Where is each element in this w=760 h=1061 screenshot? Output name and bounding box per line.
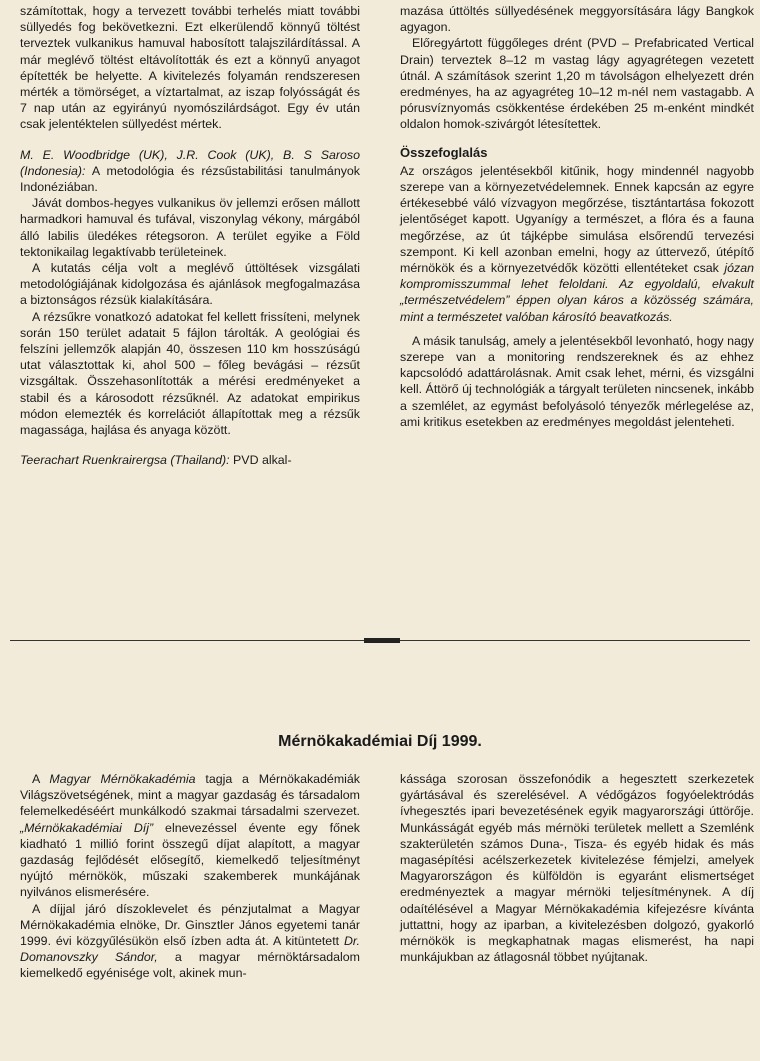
emphasized-text: józan kompromisszummal lehet feloldani. Az egyoldalú, elvakult „természetvédelem” éppen olyan káros a közösség számára, mint a természetet valóban károsító beavatkozás.: [400, 261, 754, 324]
paragraph: A másik tanulság, amely a jelentésekből levonható, hogy nagy szerepe van a monitoring rendszereknek és az ehhez kapcsolódó adattárolásnak. Amit csak lehet, mérni, és vizsgálni kell. Áttörő új technológiák a tárgyalt területen nincsenek, inkább a szemlélet, az egymást befolyásoló tényezők mérlegelése az, ami kritikus esetekben az eredményes megoldást jelenteheti.: [400, 333, 754, 429]
author-names: M. E. Woodbridge (UK), J.R. Cook (UK), B. S Saroso (Indonesia):: [20, 147, 360, 178]
paragraph: [20, 147, 360, 196]
paragraph: [20, 771, 360, 901]
divider-mark: [364, 638, 400, 643]
paragraph: mazása úttöltés süllyedésének meggyorsítására lágy Bangkok agyagon.: [400, 4, 754, 35]
paragraph: kássága szorosan összefonódik a hegesztett szerkezetek gyártásával és szerelésével. A védőgázos fogyóelektródás ívhegesztés ipari bevezetésének egyik magyarországi úttörője. Munkásságát egyéb más mérnöki területek mellett a Szemlénk szakterületén számos Duna-, Tisza- és egyéb hidak és más magasépítési acélszerkezetek kivitelezése fémjelzi, amelyek Magyarországon és külföldön is egyaránt elismertséget eredményeztek a magyar mérnöki teljesítménynek. A díj odaítélésével a Magyar Mérnökakadémia kifejezésre kívánta juttattni, hogy az iparban, a kivitelezésben dolgozó, gyakorló mérnökök is megkaphatnak magas elismerést, ha napi munkájukban az átlagosnál többet nyújtanak.: [400, 772, 754, 965]
article-right-column: [400, 771, 754, 965]
paragraph: A rézsűkre vonatkozó adatokat fel kellett frissíteni, melynek során 150 terület adatait 5 fájlon tárolták. A geológiai és felszíni jellemzők alapján 40, összesen 110 km hosszúságú utat választottak ki, ahol 500 – főleg bevágási – rézsűt vizsgáltak. Összehasonlították a mérési eredményeket a stabil és a károsodott rézsűknél. Az adatokat empirikus módon elemezték és korrelációt állapítottak meg a rézsűk magassága, hajlása és anyaga között.: [20, 309, 360, 438]
top-left-column: [20, 3, 360, 468]
top-right-column: [400, 3, 754, 430]
author-names: Teerachart Ruenkrairergsa (Thailand):: [20, 453, 230, 468]
paragraph: Jávát dombos-hegyes vulkanikus öv jellemzi erősen mállott harmadkori hamuval és tufával, viszonylag vékony, márgából álló labilis üledékes rétegsoron. A terület egyike a Föld tektonikailag legaktívabb területeinek.: [20, 196, 360, 259]
paragraph: számítottak, hogy a tervezett további terhelés miatt további süllyedés fog bekövetkezni. Ezt elkerülendő könnyű töltést terveztek vulkanikus hamuval habosított talajszilárdítással. A már meglévő töltést eltávolították és ezt a könnyű anyagot építették be helyette. A kivitelezés folyamán rendszeresen mérték a tömörséget, a víztartalmat, az iszap folyósságát és 7 nap után az egyirányú nyomószilárdságot. Egy év után csak jelentéktelen süllyedést mértek.: [20, 4, 360, 132]
paragraph: [20, 452, 360, 468]
org-name: Magyar Mérnökakadémia: [49, 772, 196, 786]
text-run: A: [32, 772, 50, 786]
paper-title: A metodológia és rézsűstabilitási tanulmányok Indonéziában.: [20, 163, 360, 195]
section-heading: Összefoglalás: [400, 144, 488, 160]
paragraph-text: Az országos jelentésekből kitűnik, hogy mindennél nagyobb szerepe van a környezetvédelemnek. Ennek kapcsán az egyre értékesebbé váló vízvagyon megőrzése, tisztántartása fokozott jelentőséget kapott. Ugyanígy a természet, a flóra és a fauna megőrzése, az út tájképbe simulása elsőrendű tervezési szempont. Ki kell azonban emelni, hogy az úttervező, útépítő mérnökök és a környezetvédők közötti ellentéteket csak: [400, 163, 754, 276]
article-title: Mérnökakadémiai Díj 1999.: [278, 733, 482, 750]
paragraph: A kutatás célja volt a meglévő úttöltések vizsgálati metodológiájának kidolgozása és ajánlások megfogalmazása a biztonságos rézsük kialakítására.: [20, 261, 360, 308]
paragraph: [400, 163, 754, 325]
text-run: elnevezéssel évente egy főnek kiadható 1 millió forint összegű díjat alapított, a magyar gazdaság fejlődését elősegítő, kiemelkedő teljesítményt nyújtó mérnökök, műszaki szakemberek munkájának nyilvános elismerésére.: [20, 820, 360, 900]
article-left-column: [20, 771, 360, 982]
paper-title: PVD alkal-: [229, 453, 292, 468]
text-run: A díjjal járó díszoklevelet és pénzjutalmat a Magyar Mérnökakadémia elnöke, Dr. Ginsztler János egyetemi tanár 1999. évi közgyűlésükön első ízben adta át. A kitüntetett: [20, 901, 360, 949]
person-name: Dr. Domanovszky Sándor,: [20, 934, 360, 965]
text-run: tagja a Mérnökakadémiák Világszövetségének, mint a magyar gazdaság és társadalom felemelkedéséért munkálkodó szakmai társadalmi szervezet.: [20, 772, 360, 819]
text-run: a magyar mérnöktársadalom kiemelkedő egyénisége volt, akinek mun-: [20, 950, 360, 981]
paragraph: [20, 901, 360, 982]
award-name: „Mérnökakadémiai Díj”: [20, 820, 154, 835]
paragraph: Előregyártott függőleges drént (PVD – Prefabricated Vertical Drain) terveztek 8–12 m vastag lágy agyagrétegen vezetett útnál. A számítások szerint 1,20 m távolságon elhelyezett drén eredményes, ha az agyagréteg 10–12 m-nél nem vastagabb. A pórusvíznyomás csökkentése érdekében 25 m-enként mindkét oldalon homok-szivárgót létesítettek.: [400, 36, 754, 132]
